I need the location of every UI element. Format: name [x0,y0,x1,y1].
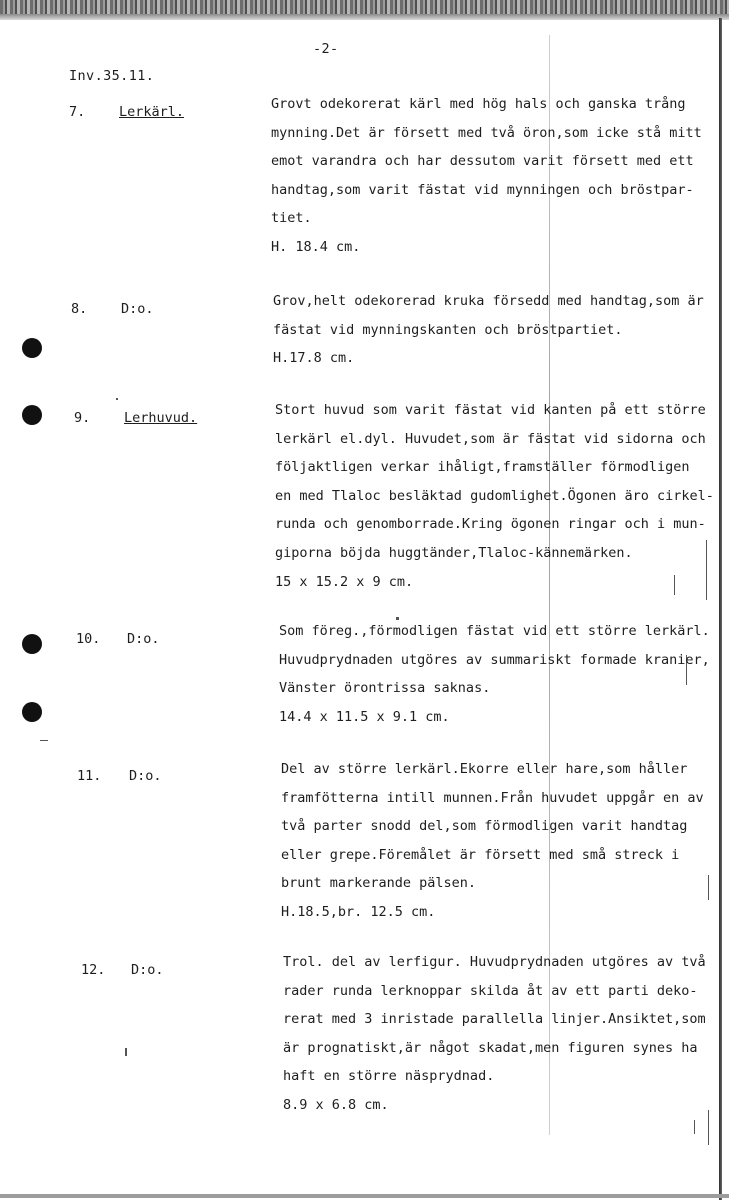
scan-bottom-edge [0,1194,729,1198]
description-line: Grov,helt odekorerad kruka försedd med handtag,som är [273,293,704,309]
description-line: lerkärl el.dyl. Huvudet,som är fästat vid sidorna och [275,430,706,447]
description-line: Trol. del av lerfigur. Huvudprydnaden utgöres av två [283,954,706,970]
entry-description [273,287,729,373]
description-line: Stort huvud som varit fästat vid kanten på ett större [275,402,706,418]
punch-hole [22,634,42,654]
description-line: giporna böjda huggtänder,Tlaloc-kännemärken. [275,544,633,561]
entry-description [283,948,729,1120]
measurement-line: H.18.5,br. 12.5 cm. [281,903,436,920]
page-number: -2- [313,41,339,57]
entry-term: D:o. [129,768,162,784]
description-line: en med Tlaloc besläktad gudomlighet.Ögonen äro cirkel- [275,487,714,504]
description-line: runda och genomborrade.Kring ögonen ringar och i mun- [275,516,706,533]
description-line: Vänster örontrissa saknas. [279,680,491,697]
scan-speck [116,398,118,400]
entry-term: Lerhuvud. [124,410,198,426]
description-line: tiet. [271,210,312,227]
description-line: Grovt odekorerat kärl med hög hals och ganska trång [271,96,686,112]
description-line: fästat vid mynningskanten och bröstpartiet. [273,321,623,338]
description-line: Som föreg.,förmodligen fästat vid ett större lerkärl. [279,623,710,639]
description-line: brunt markerande pälsen. [281,875,477,892]
description-line: rader runda lerknoppar skilda åt av ett parti deko- [283,982,698,999]
entry-term: D:o. [121,301,154,317]
entry-description [275,396,729,596]
description-line: följaktligen verkar ihåligt,framställer förmodligen [275,459,690,476]
punch-hole [22,405,42,425]
scan-top-border [0,0,729,20]
measurement-line: H. 18.4 cm. [271,238,361,255]
measurement-line: H.17.8 cm. [273,350,355,367]
scan-speck [40,740,48,741]
inventory-header: Inv.35.11. [69,68,155,84]
description-line: två parter snodd del,som förmodligen varit handtag [281,818,688,835]
entry-description [281,755,729,927]
scan-speck [694,1120,695,1134]
punch-hole [22,338,42,358]
measurement-line: 14.4 x 11.5 x 9.1 cm. [279,708,450,725]
entry-number: 11. [77,768,102,784]
entry-description [271,90,729,262]
scan-speck [125,1048,127,1056]
description-line: haft en större näsprydnad. [283,1068,495,1085]
description-line: eller grepe.Föremålet är försett med små streck i [281,846,680,863]
description-line: mynning.Det är försett med två öron,som icke stå mitt [271,124,702,141]
entry-term: Lerkärl. [119,104,185,120]
entry-number: 10. [76,631,101,647]
description-line: emot varandra och har dessutom varit försett med ett [271,153,694,170]
entry-number: 12. [81,962,106,978]
description-line: handtag,som varit fästat vid mynningen och bröstpar- [271,181,694,198]
description-line: Del av större lerkärl.Ekorre eller hare,som håller [281,761,688,777]
entry-term: D:o. [131,962,164,978]
punch-hole [22,702,42,722]
description-line: rerat med 3 inristade parallella linjer.Ansiktet,som [283,1011,706,1028]
description-line: Huvudprydnaden utgöres av summariskt formade kranier, [279,651,710,668]
entry-number: 9. [74,410,91,426]
description-line: framfötterna intill munnen.Från huvudet uppgår en av [281,789,704,806]
description-line: är prognatiskt,är något skadat,men figuren synes ha [283,1039,698,1056]
entry-number: 8. [71,301,88,317]
entry-description [279,617,729,731]
measurement-line: 15 x 15.2 x 9 cm. [275,573,414,590]
entry-number: 7. [69,104,86,120]
entry-term: D:o. [127,631,160,647]
measurement-line: 8.9 x 6.8 cm. [283,1096,389,1113]
